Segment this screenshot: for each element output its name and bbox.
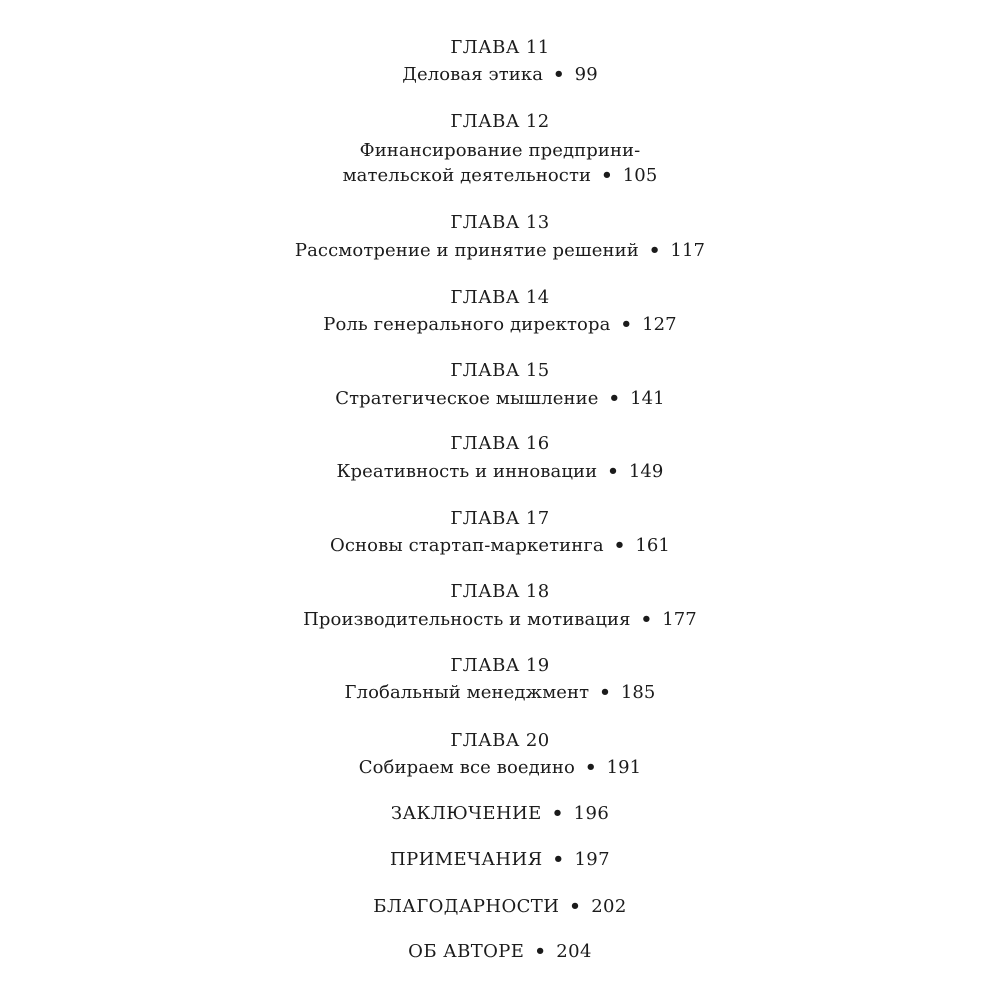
- bullet-separator: •: [601, 165, 613, 186]
- chapter-20-label: ГЛАВА 20: [450, 730, 550, 751]
- chapter-12-label: ГЛАВА 12: [450, 111, 550, 132]
- chapter-16-label: ГЛАВА 16: [450, 433, 550, 454]
- page-number: 105: [622, 165, 658, 186]
- chapter-20-title-line[interactable]: [0, 757, 1000, 779]
- section-title: ОБ АВТОРЕ: [408, 941, 525, 962]
- chapter-title: Производительность и мотивация: [303, 609, 631, 630]
- bullet-separator: •: [608, 388, 621, 409]
- chapter-11-title-line[interactable]: [0, 64, 1000, 86]
- page-number: 161: [635, 535, 670, 556]
- chapter-13-label: ГЛАВА 13: [450, 212, 550, 233]
- section-title: ПРИМЕЧАНИЯ: [389, 849, 543, 870]
- chapter-title: Креативность и инновации: [336, 461, 598, 482]
- backmatter-about-author[interactable]: [0, 941, 1000, 963]
- page-number: 127: [642, 314, 677, 335]
- bullet-separator: •: [620, 314, 633, 335]
- bullet-separator: •: [640, 609, 653, 630]
- chapter-18-title-line[interactable]: [0, 609, 1000, 631]
- bullet-separator: •: [534, 941, 547, 962]
- chapter-title: Стратегическое мышление: [335, 388, 599, 409]
- page-number: 177: [662, 609, 697, 630]
- chapter-16-title-line[interactable]: [0, 461, 1000, 483]
- backmatter-acknowledgements[interactable]: [0, 896, 1000, 918]
- page-number: 204: [556, 941, 592, 962]
- chapter-13-title-line[interactable]: [0, 240, 1000, 262]
- bullet-separator: •: [613, 535, 626, 556]
- page-number: 185: [620, 682, 656, 703]
- bullet-separator: •: [552, 849, 565, 870]
- bullet-separator: •: [551, 803, 564, 824]
- chapter-14-title-line[interactable]: [0, 314, 1000, 336]
- page-number: 197: [574, 849, 611, 870]
- chapter-title: Деловая этика: [402, 64, 544, 85]
- chapter-title: Роль генерального директора: [323, 314, 611, 335]
- bullet-separator: •: [553, 64, 565, 85]
- chapter-17-title-line[interactable]: [0, 535, 1000, 557]
- bullet-separator: •: [607, 461, 619, 482]
- chapter-17-label: ГЛАВА 17: [450, 508, 550, 529]
- page-number: 99: [574, 64, 598, 85]
- page-number: 196: [573, 803, 610, 824]
- backmatter-notes[interactable]: [0, 849, 1000, 871]
- bullet-separator: •: [648, 240, 661, 261]
- page-number: 149: [628, 461, 664, 482]
- section-title: БЛАГОДАРНОСТИ: [373, 896, 560, 917]
- chapter-15-label: ГЛАВА 15: [450, 360, 550, 381]
- section-title: ЗАКЛЮЧЕНИЕ: [390, 803, 542, 824]
- bullet-separator: •: [569, 896, 582, 917]
- chapter-title: Основы стартап-маркетинга: [330, 535, 604, 556]
- chapter-14-label: ГЛАВА 14: [450, 287, 550, 308]
- chapter-title: Рассмотрение и принятие решений: [294, 240, 639, 261]
- bullet-separator: •: [584, 757, 597, 778]
- page-number: 202: [591, 896, 627, 917]
- chapter-15-title-line[interactable]: [0, 388, 1000, 410]
- chapter-19-label: ГЛАВА 19: [450, 655, 550, 676]
- page-number: 117: [670, 240, 706, 261]
- chapter-title: мательской деятельности: [342, 165, 592, 186]
- backmatter-conclusion[interactable]: [0, 803, 1000, 825]
- page-number: 191: [606, 757, 642, 778]
- chapter-title: Глобальный менеджмент: [344, 682, 590, 703]
- chapter-18-label: ГЛАВА 18: [450, 581, 550, 602]
- chapter-12-title-line-2[interactable]: [0, 165, 1000, 187]
- bullet-separator: •: [599, 682, 611, 703]
- page-number: 141: [630, 388, 665, 409]
- chapter-title: Собираем все воедино: [358, 757, 575, 778]
- chapter-11-label: ГЛАВА 11: [450, 37, 550, 58]
- chapter-19-title-line[interactable]: [0, 682, 1000, 704]
- chapter-12-title-line-1: Финансирование предприни-: [359, 140, 641, 161]
